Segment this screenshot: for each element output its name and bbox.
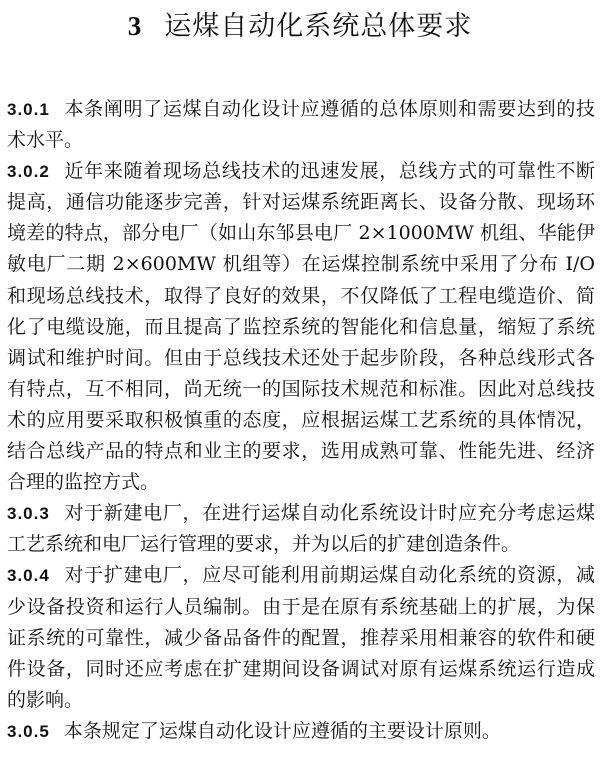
clause-number: 3.0.3 [7, 504, 50, 524]
clause-number: 3.0.5 [7, 721, 50, 741]
clause-number: 3.0.2 [7, 162, 50, 182]
clause-3-0-3 [7, 498, 595, 560]
chapter-title-text: 运煤自动化系统总体要求 [164, 11, 473, 42]
clause-3-0-1 [7, 94, 595, 156]
clause-3-0-2 [7, 156, 595, 498]
chapter-title [0, 8, 600, 45]
clause-text: 近年来随着现场总线技术的迅速发展，总线方式的可靠性不断提高，通信功能逐步完善，针对运煤系统距离长、设备分散、现场环境差的特点，部分电厂（如山东邹县电厂 2×1000MW 机组、华能伊敏电厂二期 2×600MW 机组等）在运煤控制系统中采用了分布 I/O 和现场总线技术，取得了良好的效果，不仅降低了工程电缆造价、简化了电缆设施，而且提高了监控系统的智能化和信息量，缩短了系统调试和维护时间。但由于总线技术还处于起步阶段，各种总线形式各有特点，互不相同，尚无统一的国际技术规范和标准。因此对总线技术的应用要采取积极慎重的态度，应根据运煤工艺系统的具体情况，结合总线产品的特点和业主的要求，选用成熟可靠、性能先进、经济合理的监控方式。 [7, 160, 595, 494]
clause-text: 本条阐明了运煤自动化设计应遵循的总体原则和需要达到的技术水平。 [7, 98, 595, 152]
clause-number: 3.0.1 [7, 100, 50, 119]
clause-text: 对于扩建电厂，应尽可能利用前期运煤自动化系统的资源，减少设备投资和运行人员编制。由于是在原有系统基础上的扩展，为保证系统的可靠性，减少备品备件的配置，推荐采用相兼容的软件和硬件设备，同时还应考虑在扩建期间设备调试对原有运煤系统运行造成的影响。 [7, 564, 595, 711]
clause-3-0-5 [7, 716, 595, 747]
clause-text: 本条规定了运煤自动化设计应遵循的主要设计原则。 [63, 719, 501, 742]
clause-3-0-4 [7, 560, 595, 715]
clause-list [7, 94, 595, 747]
chapter-number: 3 [127, 11, 143, 41]
clause-text: 对于新建电厂，在进行运煤自动化系统设计时应充分考虑运煤工艺系统和电厂运行管理的要求，并为以后的扩建创造条件。 [7, 502, 595, 556]
clause-number: 3.0.4 [7, 566, 50, 586]
